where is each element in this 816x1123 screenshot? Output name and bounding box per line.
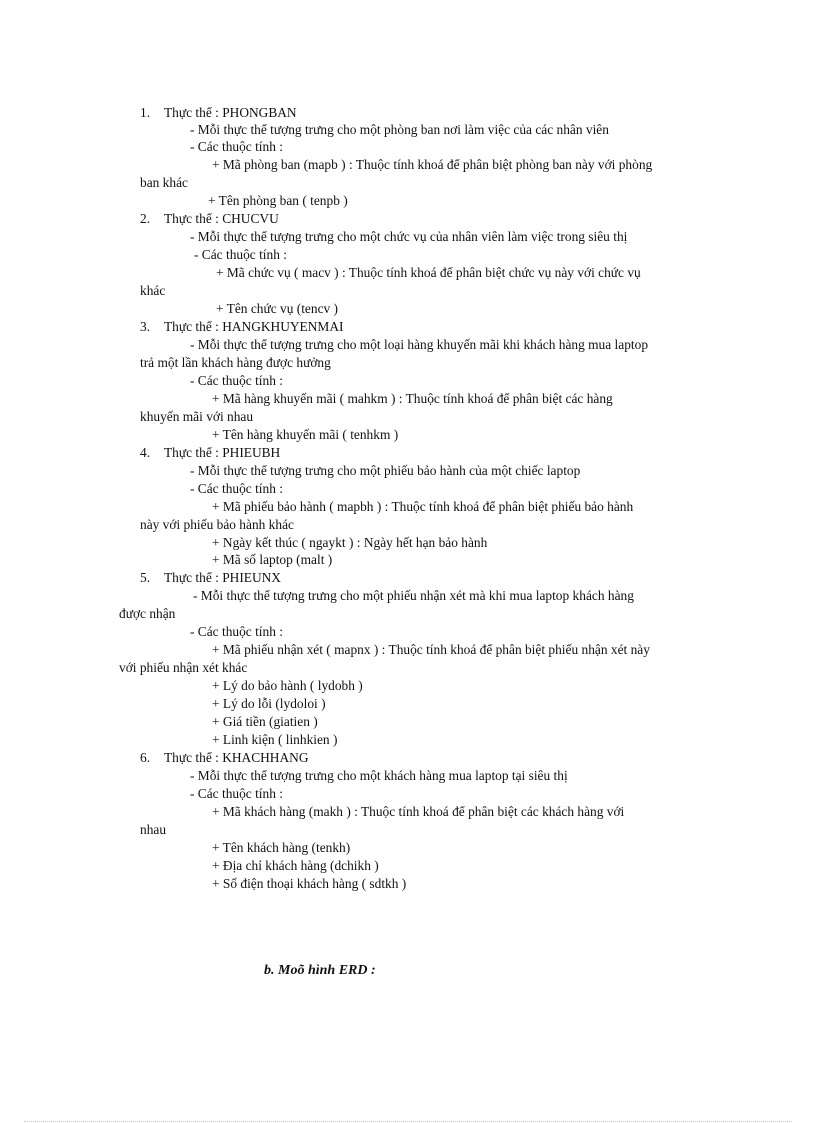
entity-3-number: 3.	[140, 319, 151, 334]
entity-4-attribute: + Ngày kết thúc ( ngaykt ) : Ngày hết hạn bảo hành	[212, 535, 488, 550]
entity-2-key-attribute-cont: khác	[140, 283, 166, 298]
entity-1-attribute: + Tên phòng ban ( tenpb )	[208, 193, 348, 208]
entity-6-number: 6.	[140, 750, 151, 765]
entity-6-title: Thực thể : KHACHHANG	[164, 750, 309, 765]
entity-4-title: Thực thể : PHIEUBH	[164, 445, 281, 460]
entity-5-heading	[140, 570, 281, 586]
entity-5-attribute: + Linh kiện ( linhkien )	[212, 732, 338, 747]
entity-2-number: 2.	[140, 211, 151, 226]
entity-5-attribute: + Giá tiền (giatien )	[212, 714, 318, 729]
entity-1-attributes-label: - Các thuộc tính :	[190, 139, 283, 154]
entity-1-title: Thực thể : PHONGBAN	[164, 105, 297, 120]
entity-1-description: - Mỗi thực thể tượng trưng cho một phòng ban nơi làm việc của các nhân viên	[190, 122, 609, 137]
entity-3-heading	[140, 319, 343, 335]
entity-1-heading	[140, 105, 297, 121]
entity-4-description: - Mỗi thực thể tượng trưng cho một phiếu bảo hành của một chiếc laptop	[190, 463, 581, 478]
entity-6-attribute: + Số điện thoại khách hàng ( sdtkh )	[212, 876, 407, 891]
entity-5-key-attribute-cont: với phiếu nhận xét khác	[119, 660, 248, 675]
entity-2-description: - Mỗi thực thể tượng trưng cho một chức vụ của nhân viên làm việc trong siêu thị	[190, 229, 628, 244]
entity-5-description: - Mỗi thực thể tượng trưng cho một phiếu nhận xét mà khi mua laptop khách hàng	[193, 588, 634, 603]
entity-6-key-attribute-cont: nhau	[140, 822, 167, 837]
entity-2-heading	[140, 211, 279, 227]
entity-5-key-attribute: + Mã phiếu nhận xét ( mapnx ) : Thuộc tính khoá để phân biệt phiếu nhận xét này	[212, 642, 650, 657]
entity-4-key-attribute-cont: này với phiếu bảo hành khác	[140, 517, 294, 532]
entity-3-description: - Mỗi thực thể tượng trưng cho một loại hàng khuyến mãi khi khách hàng mua laptop	[190, 337, 649, 352]
entity-1-key-attribute: + Mã phòng ban (mapb ) : Thuộc tính khoá để phân biệt phòng ban này với phòng	[212, 157, 653, 172]
entity-4-number: 4.	[140, 445, 151, 460]
entity-4-attribute: + Mã số laptop (malt )	[212, 552, 333, 567]
entity-4-attributes-label: - Các thuộc tính :	[190, 481, 283, 496]
entity-6-heading	[140, 750, 309, 766]
entity-2-title: Thực thể : CHUCVU	[164, 211, 279, 226]
entity-2-attribute: + Tên chức vụ (tencv )	[216, 301, 339, 316]
entity-5-description-cont: được nhận	[119, 606, 176, 621]
entity-6-description: - Mỗi thực thể tượng trưng cho một khách hàng mua laptop tại siêu thị	[190, 768, 568, 783]
entity-6-attributes-label: - Các thuộc tính :	[190, 786, 283, 801]
entity-6-attribute: + Địa chỉ khách hàng (dchikh )	[212, 858, 379, 873]
page-bottom-divider	[24, 1121, 792, 1122]
entity-5-attributes-label: - Các thuộc tính :	[190, 624, 283, 639]
entity-1-number: 1.	[140, 105, 151, 120]
entity-3-title: Thực thể : HANGKHUYENMAI	[164, 319, 344, 334]
entity-3-description-cont: trả một lần khách hàng được hưởng	[140, 355, 331, 370]
section-b-heading: b. Moõ hình ERD :	[264, 963, 376, 978]
entity-5-attribute: + Lý do bảo hành ( lydobh )	[212, 678, 363, 693]
entity-6-attribute: + Tên khách hàng (tenkh)	[212, 840, 351, 855]
entity-6-key-attribute: + Mã khách hàng (makh ) : Thuộc tính khoá để phân biệt các khách hàng với	[212, 804, 625, 819]
entity-3-attributes-label: - Các thuộc tính :	[190, 373, 283, 388]
entity-3-key-attribute: + Mã hàng khuyến mãi ( mahkm ) : Thuộc tính khoá để phân biệt các hàng	[212, 391, 613, 406]
entity-2-attributes-label: - Các thuộc tính :	[194, 247, 287, 262]
entity-3-attribute: + Tên hàng khuyến mãi ( tenhkm )	[212, 427, 399, 442]
entity-2-key-attribute: + Mã chức vụ ( macv ) : Thuộc tính khoá để phân biệt chức vụ này với chức vụ	[216, 265, 641, 280]
entity-1-key-attribute-cont: ban khác	[140, 175, 188, 190]
entity-4-heading	[140, 445, 280, 461]
entity-5-attribute: + Lý do lỗi (lydoloi )	[212, 696, 326, 711]
entity-5-title: Thực thể : PHIEUNX	[164, 570, 281, 585]
entity-5-number: 5.	[140, 570, 151, 585]
entity-4-key-attribute: + Mã phiếu bảo hành ( mapbh ) : Thuộc tính khoá để phân biệt phiếu bảo hành	[212, 499, 634, 514]
entity-3-key-attribute-cont: khuyến mãi với nhau	[140, 409, 254, 424]
